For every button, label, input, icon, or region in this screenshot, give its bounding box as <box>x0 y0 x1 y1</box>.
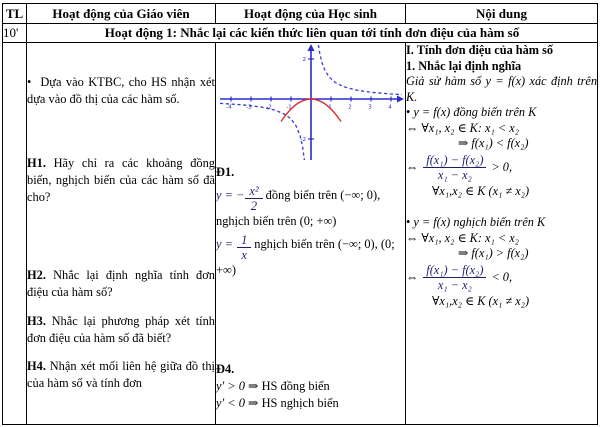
hyperbola-right-branch <box>318 45 402 95</box>
answer-d1-line1 <box>216 184 405 230</box>
x-axis-arrow-icon <box>397 96 404 103</box>
formula-lead: y = − <box>216 188 245 202</box>
fraction <box>423 153 486 183</box>
def-line4: ∀x₁,x₂ ∈ K (x₁ ≠ x₂) <box>432 183 530 198</box>
answer-d1-label: Đ1. <box>216 165 235 179</box>
def-line2: ⇔ ∀x₁, x₂ ∈ K: x₁ < x₂ <box>406 230 519 245</box>
content-heading-1: I. Tính đơn điệu của hàm số <box>406 43 554 57</box>
x-tick-label: 2 <box>347 104 352 111</box>
fraction-tail: < 0, <box>491 269 513 284</box>
definition-block-decreasing <box>406 215 597 309</box>
answer-text: đồng biến trên (−∞; 0), nghịch biến trên (0; +∞) <box>216 188 381 228</box>
answer-d4-line2 <box>216 395 405 412</box>
answer-d1-line2 <box>216 233 405 279</box>
d4-text: HS đồng biến <box>261 379 330 393</box>
tl-empty-cell <box>3 43 27 425</box>
question-h1-text: Hãy chỉ ra các khoảng đồng biến, nghịch biến của các hàm số đã cho? <box>27 156 215 204</box>
x-tick-label: 1 <box>327 104 332 111</box>
question-h3 <box>27 313 215 347</box>
fraction-denominator: x₁ − x₂ <box>437 168 472 182</box>
y-tick-label: -2 <box>300 137 306 143</box>
fraction-numerator: 1 <box>237 233 251 248</box>
x-tick-label: 4 <box>387 104 392 111</box>
equiv-symbol: ⇔ <box>406 159 419 174</box>
equiv-symbol: ⇔ <box>406 269 419 284</box>
fraction-denominator: 2 <box>250 199 258 213</box>
def-line1-text: y = f(x) đồng biến trên K <box>413 105 537 119</box>
col-header-student: Hoạt động của Học sinh <box>216 4 406 24</box>
fraction-denominator: x₁ − x₂ <box>437 278 472 292</box>
question-h4-label: H4. <box>27 359 46 373</box>
def-line3: ⇒ f(x₁) > f(x₂) <box>458 246 529 260</box>
d4-math: y′ < 0 ⇒ <box>216 396 259 410</box>
question-h2 <box>27 267 215 301</box>
content-cell <box>406 43 598 425</box>
col-header-content: Nội dung <box>406 4 598 24</box>
d4-text: HS nghịch biến <box>261 396 339 410</box>
lesson-plan-table <box>2 3 598 425</box>
fraction <box>423 263 486 293</box>
question-h3-text: Nhắc lại phương pháp xét tính đơn điệu của hàm số đã biết? <box>27 314 215 345</box>
x-tick-label: -1 <box>285 104 292 111</box>
def-line4: ∀x₁,x₂ ∈ K (x₁ ≠ x₂) <box>432 293 530 308</box>
question-h2-text: Nhắc lại định nghĩa tính đơn điệu của hàm số? <box>27 268 215 299</box>
fraction-numerator: f(x₁) − f(x₂) <box>423 153 486 169</box>
def-fraction-line <box>406 153 597 183</box>
def-line1-text: y = f(x) nghịch biến trên K <box>413 215 546 229</box>
activity-body-row <box>3 43 598 425</box>
activity-title: Hoạt động 1: Nhắc lại các kiến thức liên quan tới tính đơn điệu của hàm số <box>27 24 598 43</box>
def-line2: ⇔ ∀x₁, x₂ ∈ K: x₁ < x₂ <box>406 120 519 135</box>
answer-d4-label: Đ4. <box>216 362 235 376</box>
bullet-icon: • <box>406 215 411 229</box>
def-line3: ⇒ f(x₁) < f(x₂) <box>458 136 529 150</box>
time-cell: 10' <box>3 24 27 43</box>
answer-text: nghịch biến trên (−∞; 0), (0; +∞) <box>216 237 395 277</box>
col-header-teacher: Hoạt động của Giáo viên <box>27 4 216 24</box>
fraction-numerator: x² <box>245 184 262 199</box>
question-h3-label: H3. <box>27 314 46 328</box>
fraction-numerator: f(x₁) − f(x₂) <box>423 263 486 279</box>
fraction <box>237 233 251 262</box>
bullet-icon: • <box>406 105 411 119</box>
question-h4 <box>27 358 215 392</box>
fraction-denominator: x <box>241 248 247 262</box>
table-header-row <box>3 4 598 24</box>
function-graph <box>218 44 404 162</box>
x-tick-label: -3 <box>245 104 252 111</box>
y-axis-arrow-icon <box>307 44 314 51</box>
teacher-intro <box>27 74 215 108</box>
definition-block-increasing <box>406 105 597 199</box>
x-tick-label: 3 <box>367 104 372 111</box>
def-line1 <box>406 105 597 121</box>
def-fraction-line <box>406 263 597 293</box>
teacher-intro-text: Dựa vào KTBC, cho HS nhận xét dựa vào đồ thị của các hàm số. <box>27 75 215 106</box>
bullet-icon: • <box>27 75 32 89</box>
question-h1 <box>27 155 215 206</box>
def-line1 <box>406 215 597 231</box>
col-header-tl: TL <box>3 4 27 24</box>
answer-d4-line1 <box>216 378 405 395</box>
student-activity-cell <box>216 43 406 425</box>
x-tick-label: -2 <box>265 104 272 111</box>
fraction-tail: > 0, <box>491 159 513 174</box>
formula-lead: y = <box>216 237 237 251</box>
x-tick-label: -4 <box>225 104 232 111</box>
question-h4-text: Nhận xét mối liên hệ giữa đồ thị của hàm số và tính đơn <box>27 359 215 390</box>
d4-math: y′ > 0 ⇒ <box>216 379 259 393</box>
question-h1-label: H1. <box>27 156 46 170</box>
fraction <box>245 184 262 213</box>
hyperbola-left-branch <box>220 103 304 160</box>
teacher-activity-cell <box>27 43 216 425</box>
question-h2-label: H2. <box>27 268 46 282</box>
function-graph-svg <box>218 44 404 162</box>
content-intro: Giả sử hàm số y = f(x) xác định trên K. <box>406 74 597 104</box>
y-tick-label: 2 <box>302 57 306 63</box>
content-heading-2: 1. Nhắc lại định nghĩa <box>406 58 522 73</box>
activity-title-row <box>3 24 598 43</box>
